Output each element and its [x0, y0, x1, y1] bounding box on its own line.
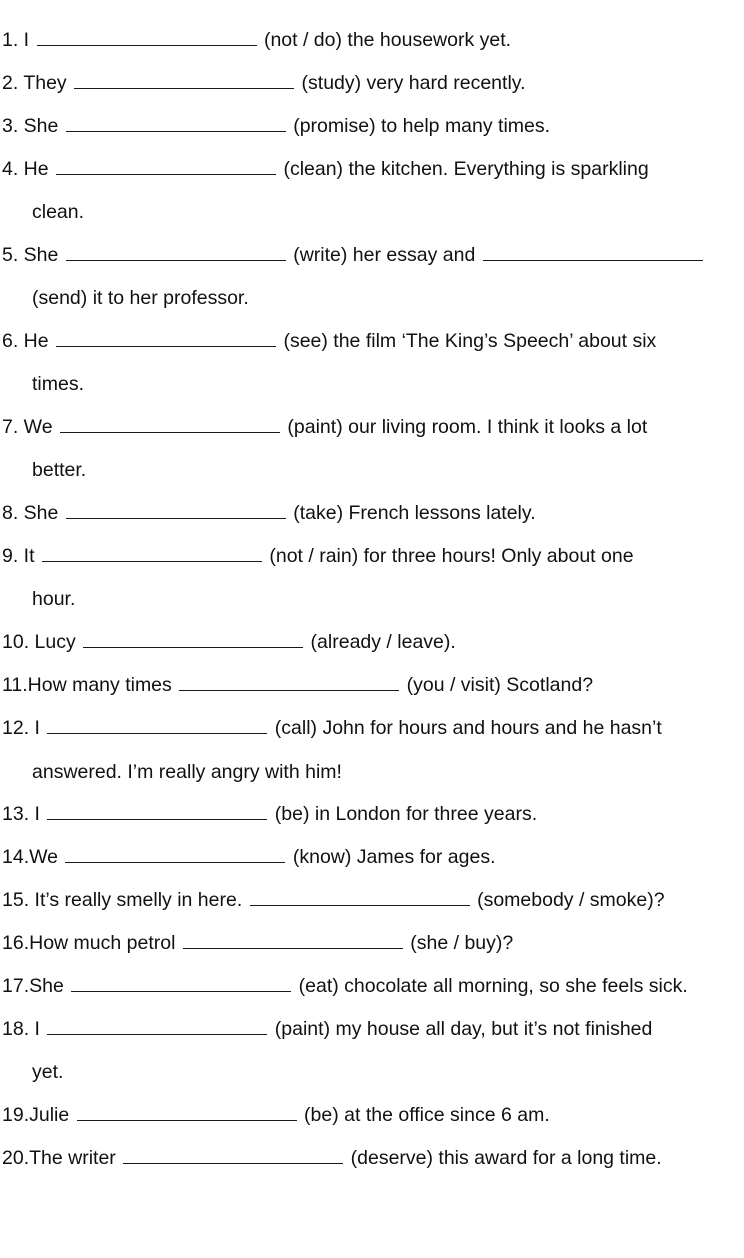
line-text: (paint) our living room. I think it looks a lot — [282, 416, 648, 438]
answer-blank[interactable] — [71, 974, 291, 992]
line-text: 18. I — [2, 1018, 46, 1040]
exercise-line — [2, 501, 744, 525]
line-text: (she / buy)? — [404, 932, 514, 954]
line-text: 2. They — [2, 72, 73, 94]
answer-blank[interactable] — [74, 71, 294, 89]
answer-blank[interactable] — [65, 845, 285, 863]
line-text: 3. She — [2, 115, 64, 137]
line-text: 9. It — [2, 545, 40, 567]
answer-blank[interactable] — [47, 802, 267, 820]
line-text: 12. I — [2, 717, 46, 739]
exercise-line — [2, 1017, 744, 1041]
exercise-continuation-line — [32, 200, 744, 224]
answer-blank[interactable] — [66, 114, 286, 132]
answer-blank[interactable] — [47, 716, 267, 734]
exercise-continuation-line — [32, 587, 744, 611]
answer-blank[interactable] — [37, 28, 257, 46]
exercise-line — [2, 243, 744, 267]
line-text: 15. It’s really smelly in here. — [2, 889, 248, 911]
line-text: 17.She — [2, 975, 70, 997]
line-text: better. — [32, 459, 87, 481]
line-text: (study) very hard recently. — [296, 72, 526, 94]
line-text: 20.The writer — [2, 1147, 122, 1169]
line-text: times. — [32, 373, 85, 395]
line-text: 14.We — [2, 846, 64, 868]
exercise-line — [2, 802, 744, 826]
exercise-line — [2, 1146, 744, 1170]
exercise-continuation-line — [32, 372, 744, 396]
line-text: (you / visit) Scotland? — [401, 674, 594, 696]
answer-blank[interactable] — [83, 630, 303, 648]
line-text: (write) her essay and — [287, 244, 481, 266]
exercise-line — [2, 974, 744, 998]
line-text: 5. She — [2, 244, 64, 266]
answer-blank[interactable] — [77, 1103, 297, 1121]
line-text: 13. I — [2, 803, 46, 825]
line-text: (see) the film ‘The King’s Speech’ about six — [278, 330, 657, 352]
answer-blank[interactable] — [56, 157, 276, 175]
exercise-line — [2, 673, 744, 697]
line-text: (take) French lessons lately. — [287, 502, 536, 524]
exercise-line — [2, 544, 744, 568]
line-text: 16.How much petrol — [2, 932, 181, 954]
exercise-line — [2, 888, 744, 912]
exercise-line — [2, 630, 744, 654]
exercise-line — [2, 157, 744, 181]
line-text: 10. Lucy — [2, 631, 82, 653]
line-text: (clean) the kitchen. Everything is sparkling — [278, 158, 649, 180]
exercise-line — [2, 1103, 744, 1127]
line-text: (know) James for ages. — [287, 846, 496, 868]
line-text: 1. I — [2, 29, 35, 51]
exercise-continuation-line — [32, 1060, 744, 1084]
exercise-line — [2, 716, 744, 740]
exercise-line — [2, 114, 744, 138]
line-text: (call) John for hours and hours and he hasn’t — [269, 717, 662, 739]
line-text: (eat) chocolate all morning, so she feels sick. — [293, 975, 688, 997]
exercise-continuation-line — [32, 458, 744, 482]
line-text: (deserve) this award for a long time. — [345, 1147, 662, 1169]
exercise-line — [2, 28, 744, 52]
line-text: 6. He — [2, 330, 55, 352]
line-text: (be) at the office since 6 am. — [298, 1104, 550, 1126]
line-text: (not / do) the housework yet. — [258, 29, 512, 51]
line-text: answered. I’m really angry with him! — [32, 761, 342, 783]
answer-blank[interactable] — [483, 243, 703, 261]
exercise-line — [2, 329, 744, 353]
answer-blank[interactable] — [250, 888, 470, 906]
line-text: (somebody / smoke)? — [471, 889, 665, 911]
answer-blank[interactable] — [56, 329, 276, 347]
exercise-line — [2, 931, 744, 955]
line-text: (be) in London for three years. — [269, 803, 538, 825]
line-text: 4. He — [2, 158, 55, 180]
line-text: (already / leave). — [305, 631, 456, 653]
line-text: 8. She — [2, 502, 64, 524]
line-text: (not / rain) for three hours! Only about one — [263, 545, 634, 567]
line-text: 7. We — [2, 416, 58, 438]
exercise-line — [2, 71, 744, 95]
line-text: clean. — [32, 201, 85, 223]
line-text: 11.How many times — [2, 674, 178, 696]
answer-blank[interactable] — [60, 415, 280, 433]
exercise-line — [2, 845, 744, 869]
answer-blank[interactable] — [66, 243, 286, 261]
line-text: yet. — [32, 1061, 64, 1083]
answer-blank[interactable] — [179, 673, 399, 691]
exercise-continuation-line — [32, 286, 744, 310]
exercise-line — [2, 415, 744, 439]
answer-blank[interactable] — [42, 544, 262, 562]
exercise-continuation-line — [32, 760, 744, 784]
line-text: 19.Julie — [2, 1104, 75, 1126]
line-text: (paint) my house all day, but it’s not finished — [269, 1018, 653, 1040]
line-text: (promise) to help many times. — [287, 115, 551, 137]
line-text: (send) it to her professor. — [32, 287, 249, 309]
answer-blank[interactable] — [123, 1146, 343, 1164]
answer-blank[interactable] — [47, 1017, 267, 1035]
answer-blank[interactable] — [66, 501, 286, 519]
answer-blank[interactable] — [183, 931, 403, 949]
line-text: hour. — [32, 588, 76, 610]
